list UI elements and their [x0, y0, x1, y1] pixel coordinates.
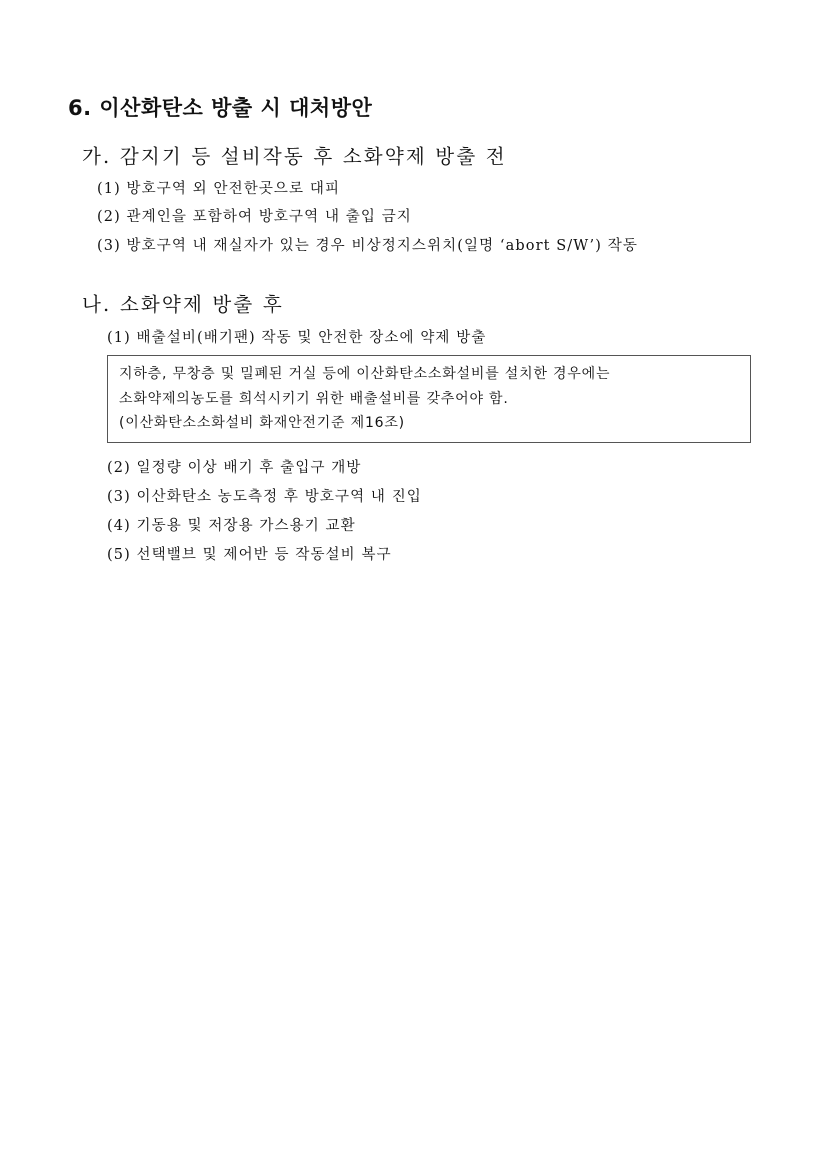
- part-a-item-3: (3) 방호구역 내 재실자가 있는 경우 비상정지스위치(일명 ‘abort S/W’) 작동: [97, 238, 638, 254]
- part-b-item-1: (1) 배출설비(배기팬) 작동 및 안전한 장소에 약제 방출: [107, 330, 487, 346]
- part-a-item-2: (2) 관계인을 포함하여 방호구역 내 출입 금지: [97, 209, 412, 225]
- note-line-3: (이산화탄소소화설비 화재안전기준 제16조): [119, 415, 405, 431]
- part-a-title: 가. 감지기 등 설비작동 후 소화약제 방출 전: [82, 145, 507, 168]
- part-b-item-4: (4) 기동용 및 저장용 가스용기 교환: [107, 518, 356, 534]
- note-line-1: 지하층, 무창층 및 밀폐된 거실 등에 이산화탄소소화설비를 설치한 경우에는: [119, 366, 611, 382]
- part-b-item-3: (3) 이산화탄소 농도측정 후 방호구역 내 진입: [107, 489, 422, 505]
- regulation-note-box: [107, 355, 751, 443]
- section-title: 6. 이산화탄소 방출 시 대처방안: [68, 96, 373, 120]
- part-b-item-5: (5) 선택밸브 및 제어반 등 작동설비 복구: [107, 547, 392, 563]
- note-line-2: 소화약제의농도를 희석시키기 위한 배출설비를 갖추어야 함.: [119, 390, 509, 407]
- part-b-item-2: (2) 일정량 이상 배기 후 출입구 개방: [107, 460, 362, 476]
- part-b-title: 나. 소화약제 방출 후: [82, 293, 284, 316]
- part-a-item-1: (1) 방호구역 외 안전한곳으로 대피: [97, 181, 341, 197]
